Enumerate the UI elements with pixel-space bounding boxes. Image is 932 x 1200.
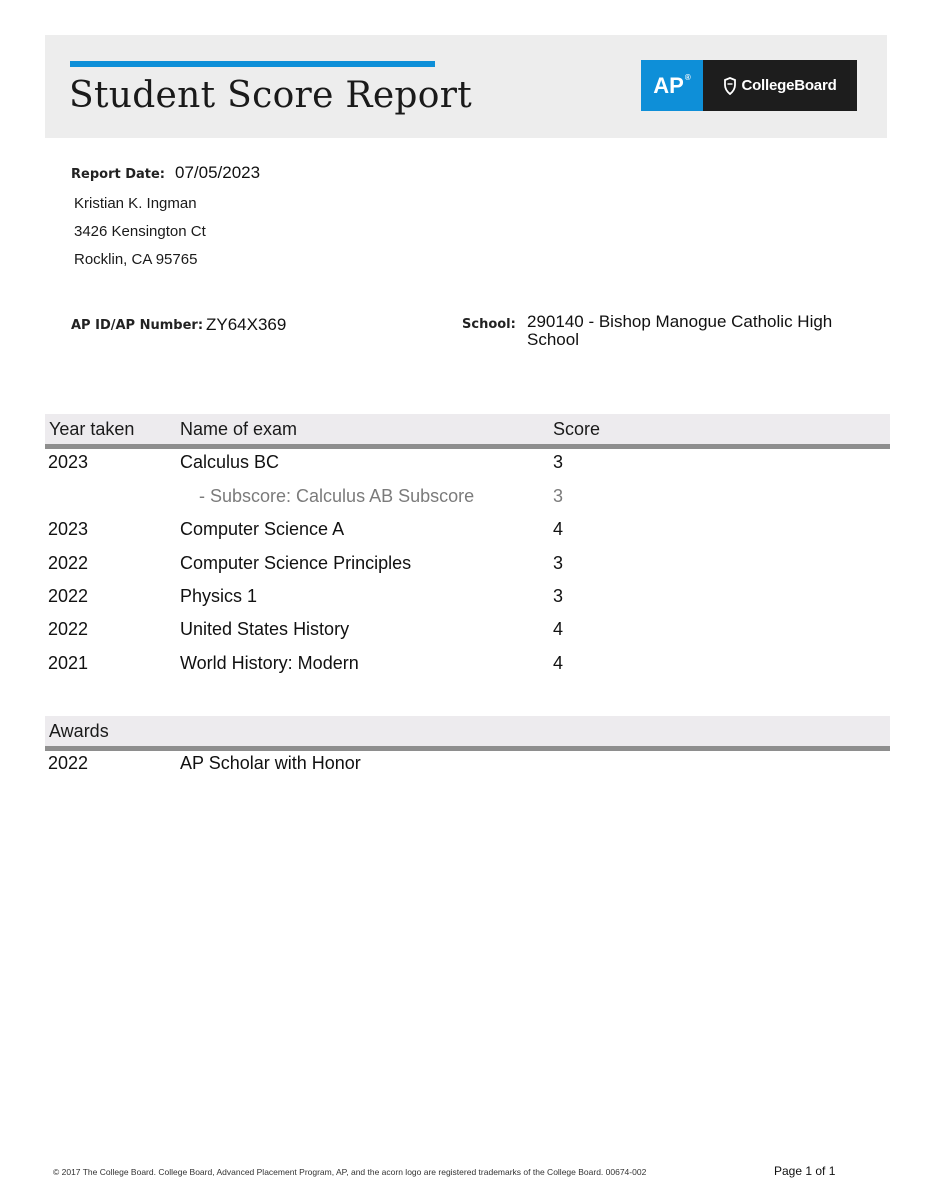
title-accent-rule bbox=[70, 61, 435, 67]
copyright-notice: © 2017 The College Board. College Board, Advanced Placement Program, AP, and the acorn logo are registered trademarks of the College Board. 00674-002 bbox=[53, 1167, 647, 1177]
report-header bbox=[45, 35, 887, 138]
ap-logo-text: AP bbox=[653, 72, 684, 98]
header-awards: Awards bbox=[49, 721, 109, 741]
row-year: 2022 bbox=[48, 619, 89, 639]
ap-id-value: ZY64X369 bbox=[206, 315, 287, 334]
row-exam: Computer Science Principles bbox=[180, 553, 412, 573]
row-year: 2021 bbox=[48, 653, 89, 673]
collegeboard-logo-text: CollegeBoard bbox=[741, 77, 837, 94]
report-date-label: Report Date: bbox=[71, 167, 166, 182]
collegeboard-logo bbox=[703, 60, 857, 111]
school-label: School: bbox=[462, 317, 516, 332]
table-row bbox=[0, 653, 932, 677]
row-exam: Calculus BC bbox=[180, 452, 280, 472]
ap-id-label: AP ID/AP Number: bbox=[71, 318, 204, 333]
row-year: 2023 bbox=[48, 452, 89, 472]
student-street: 3426 Kensington Ct bbox=[74, 223, 206, 240]
acorn-icon bbox=[723, 77, 737, 95]
row-exam: - Subscore: Calculus AB Subscore bbox=[199, 486, 475, 506]
table-row bbox=[0, 619, 932, 643]
row-score: 4 bbox=[553, 619, 564, 639]
award-name: AP Scholar with Honor bbox=[180, 753, 361, 773]
student-name: Kristian K. Ingman bbox=[74, 195, 197, 212]
row-score: 3 bbox=[553, 586, 564, 606]
report-date-value: 07/05/2023 bbox=[175, 163, 261, 182]
row-exam: World History: Modern bbox=[180, 653, 359, 673]
row-year: 2022 bbox=[48, 586, 89, 606]
school-value: 290140 - Bishop Manogue Catholic High School bbox=[527, 312, 833, 349]
row-score: 4 bbox=[553, 653, 564, 673]
award-row bbox=[0, 753, 932, 777]
ap-logo bbox=[641, 60, 703, 111]
ap-logo-mark: ® bbox=[684, 73, 691, 82]
row-year: 2022 bbox=[48, 553, 89, 573]
table-row bbox=[0, 452, 932, 476]
ap-collegeboard-logo bbox=[641, 60, 857, 111]
scores-table-header bbox=[45, 414, 890, 449]
row-year: 2023 bbox=[48, 519, 89, 539]
header-year-taken: Year taken bbox=[49, 419, 135, 439]
row-score: 3 bbox=[553, 452, 564, 472]
header-exam-name: Name of exam bbox=[180, 419, 298, 439]
page-title: Student Score Report bbox=[69, 75, 473, 116]
table-row bbox=[0, 553, 932, 577]
row-exam: United States History bbox=[180, 619, 350, 639]
row-score: 3 bbox=[553, 486, 564, 506]
row-exam: Computer Science A bbox=[180, 519, 345, 539]
awards-table-header bbox=[45, 716, 890, 751]
row-score: 3 bbox=[553, 553, 564, 573]
header-score: Score bbox=[553, 419, 601, 439]
award-year: 2022 bbox=[48, 753, 89, 773]
table-row bbox=[0, 586, 932, 610]
table-row-subscore bbox=[0, 486, 932, 510]
page-number: Page 1 of 1 bbox=[774, 1164, 836, 1178]
table-row bbox=[0, 519, 932, 543]
student-city-state-zip: Rocklin, CA 95765 bbox=[74, 251, 198, 268]
row-exam: Physics 1 bbox=[180, 586, 258, 606]
row-score: 4 bbox=[553, 519, 564, 539]
